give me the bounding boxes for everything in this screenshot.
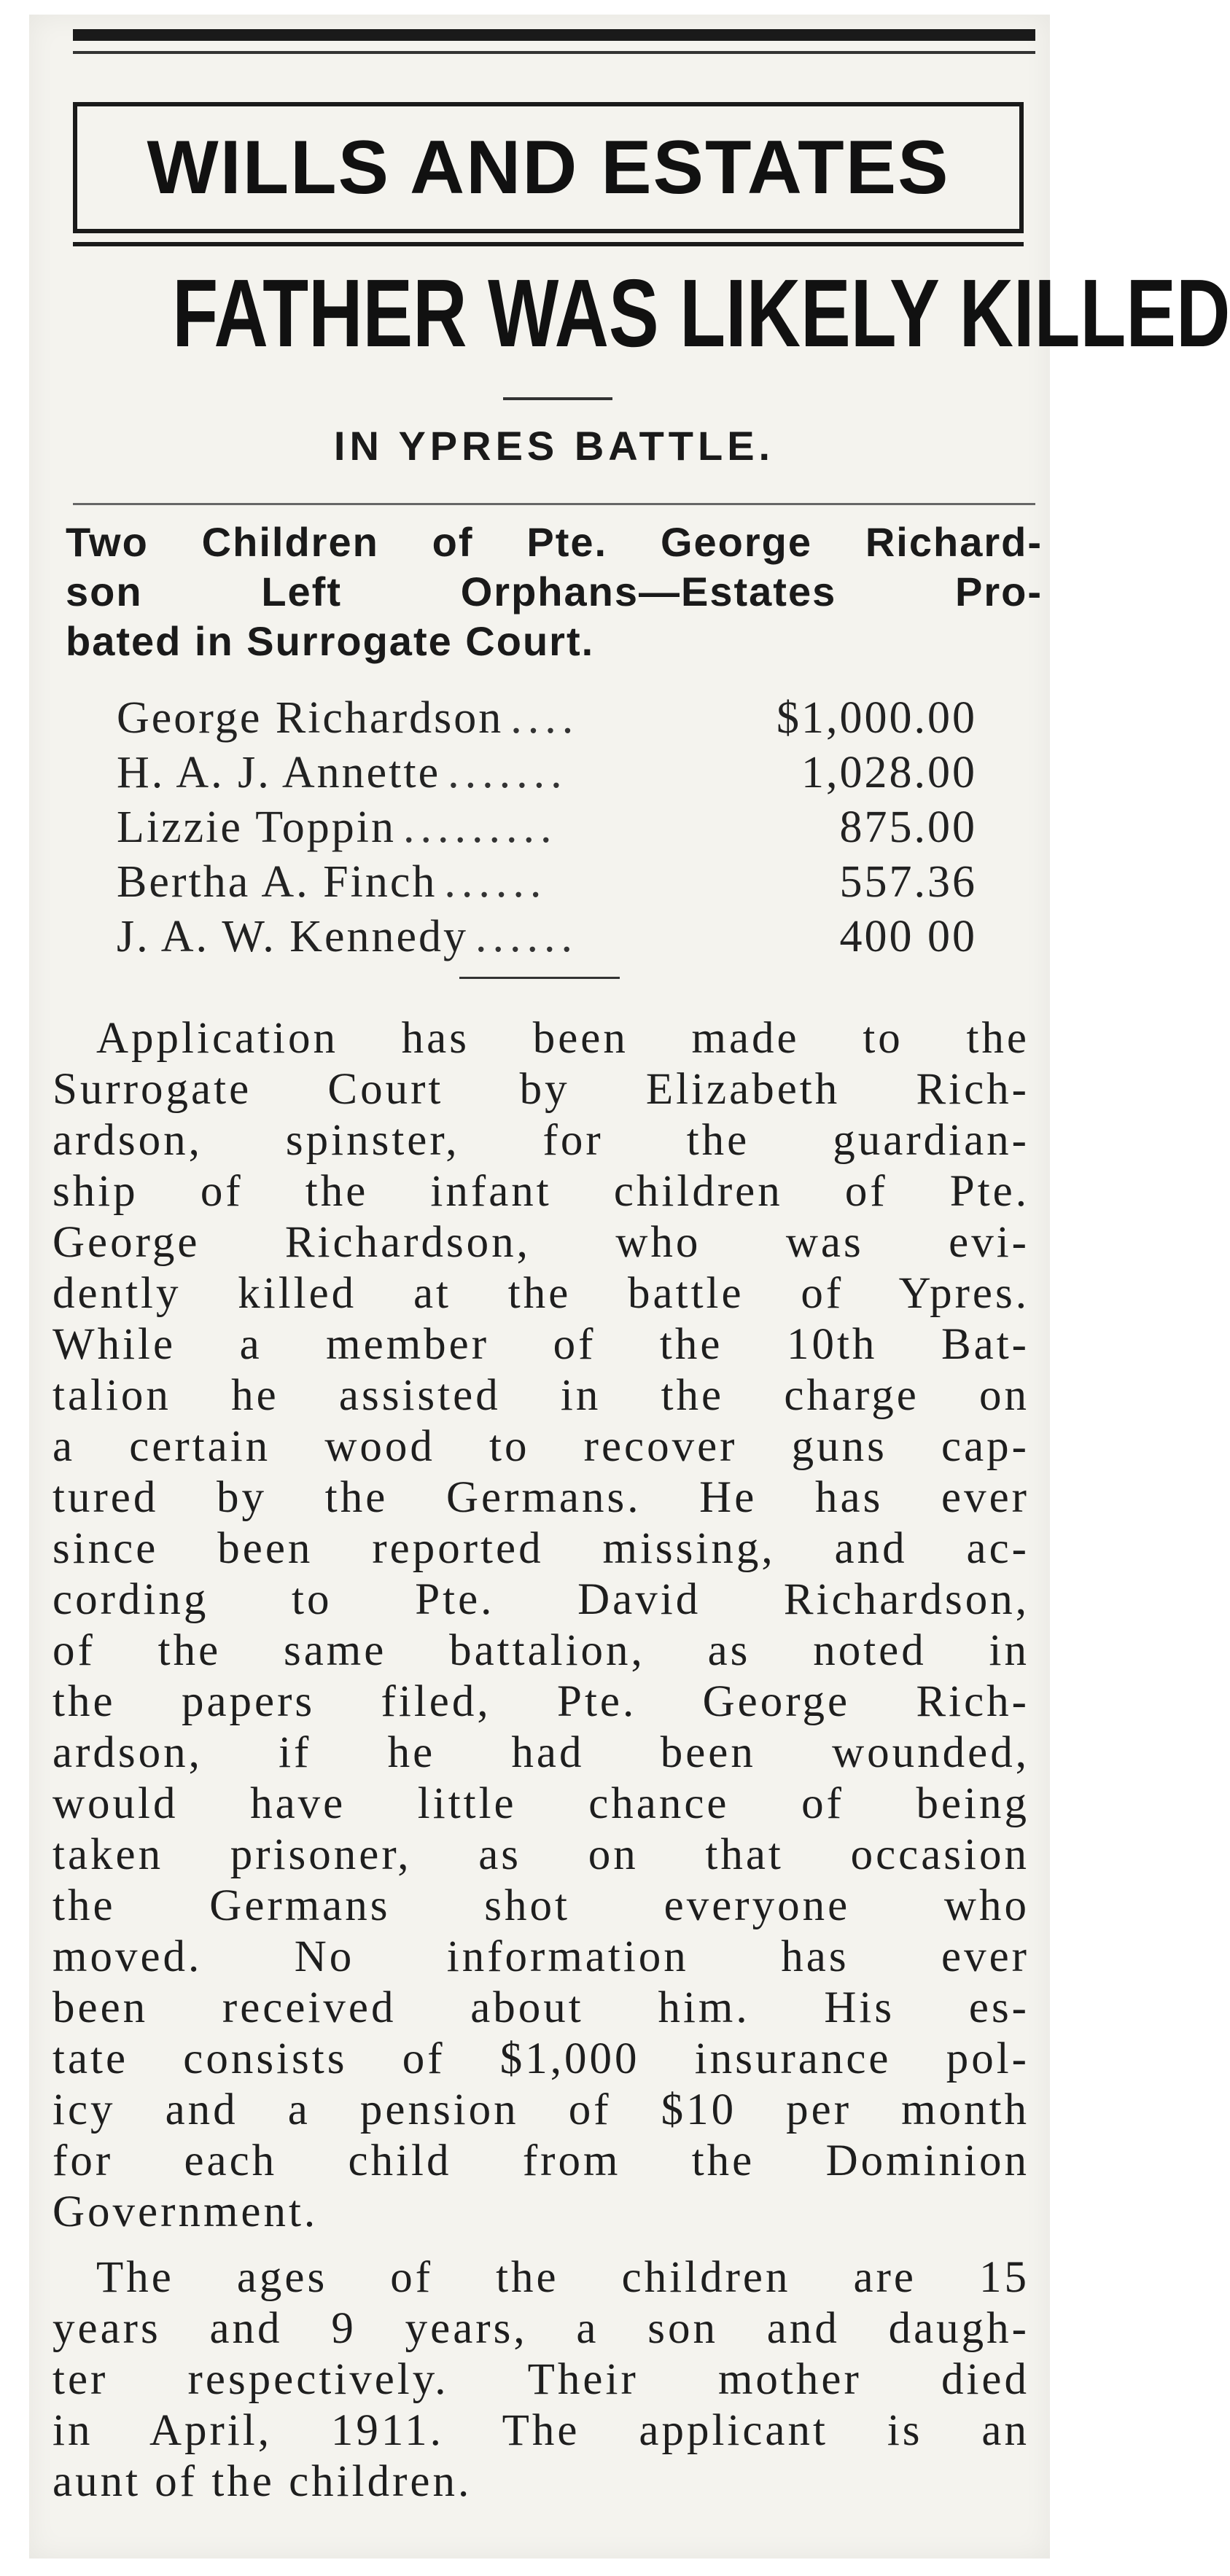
paragraph-line: tate consists of $1,000 insurance pol- <box>52 2034 1029 2083</box>
estate-leader: ...... <box>444 857 548 907</box>
paragraph-line: been received about him. His es- <box>52 1983 1029 2032</box>
estate-leader: ......... <box>403 803 558 852</box>
article-paragraph-2 <box>52 2252 1029 2507</box>
estates-divider <box>459 977 620 979</box>
top-rule-thin <box>73 51 1035 54</box>
estate-name: H. A. J. Annette <box>117 748 441 797</box>
estate-name: Bertha A. Finch <box>117 857 437 907</box>
paragraph-line: dently killed at the battle of Ypres. <box>52 1269 1029 1318</box>
estate-amount: $1,000.00 <box>776 693 977 743</box>
estate-row <box>117 910 977 964</box>
paragraph-line: tured by the Germans. He has ever <box>52 1473 1029 1522</box>
paragraph-line: Government. <box>52 2187 319 2236</box>
deck-line: Two Children of Pte. George Richard- <box>66 519 1043 565</box>
estate-name: George Richardson <box>117 693 504 743</box>
estate-row <box>117 691 977 746</box>
estate-leader: .... <box>510 693 580 743</box>
estate-amount: 557.36 <box>839 857 977 907</box>
paragraph-line: Application has been made to the <box>96 1014 1029 1063</box>
paragraph-line: taken prisoner, as on that occasion <box>52 1830 1029 1879</box>
paragraph-line: the Germans shot everyone who <box>52 1881 1029 1930</box>
estate-row <box>117 746 977 800</box>
estate-name: J. A. W. Kennedy <box>117 912 468 961</box>
paragraph-line: ship of the infant children of Pte. <box>52 1167 1029 1216</box>
column-header: WILLS AND ESTATES <box>147 125 950 210</box>
deck-rule <box>73 503 1035 505</box>
estate-leader: ...... <box>475 912 578 961</box>
header-underline <box>73 242 1024 246</box>
estate-amount: 1,028.00 <box>801 748 977 797</box>
estate-leader: ....... <box>448 748 568 797</box>
paragraph-line: ter respectively. Their mother died <box>52 2355 1029 2404</box>
paragraph-line: The ages of the children are 15 <box>96 2253 1029 2302</box>
paragraph-line: ardson, spinster, for the guardian- <box>52 1116 1029 1165</box>
estate-name: Lizzie Toppin <box>117 803 397 852</box>
paragraph-line: for each child from the Dominion <box>52 2136 1029 2185</box>
paragraph-line: aunt of the children. <box>52 2457 472 2506</box>
headline: FATHER WAS LIKELY KILLED <box>172 259 1230 367</box>
deck <box>66 518 1043 666</box>
paragraph-line: George Richardson, who was evi- <box>52 1218 1029 1267</box>
estates-list <box>117 691 977 964</box>
top-rule <box>73 29 1035 41</box>
paragraph-line: While a member of the 10th Bat- <box>52 1320 1029 1369</box>
paragraph-line: of the same battalion, as noted in <box>52 1626 1029 1675</box>
paragraph-line: moved. No information has ever <box>52 1932 1029 1981</box>
paragraph-line: talion he assisted in the charge on <box>52 1371 1029 1420</box>
article-paragraph-1 <box>52 1013 1029 2238</box>
paragraph-line: in April, 1911. The applicant is an <box>52 2406 1029 2455</box>
paragraph-line: icy and a pension of $10 per month <box>52 2085 1029 2134</box>
estate-amount: 875.00 <box>839 803 977 852</box>
paragraph-line: the papers filed, Pte. George Rich- <box>52 1677 1029 1726</box>
paragraph-line: would have little chance of being <box>52 1779 1029 1828</box>
estate-amount: 400 00 <box>839 912 977 961</box>
subheadline: IN YPRES BATTLE. <box>333 423 775 469</box>
paragraph-line: a certain wood to recover guns cap- <box>52 1422 1029 1471</box>
deck-line: bated in Surrogate Court. <box>66 618 595 664</box>
paragraph-line: since been reported missing, and ac- <box>52 1524 1029 1573</box>
deck-line: son Left Orphans—Estates Pro- <box>66 569 1043 614</box>
paragraph-line: ardson, if he had been wounded, <box>52 1728 1029 1777</box>
paragraph-line: Surrogate Court by Elizabeth Rich- <box>52 1065 1029 1114</box>
column-header-box <box>73 102 1024 233</box>
paragraph-line: cording to Pte. David Richardson, <box>52 1575 1029 1624</box>
estate-row <box>117 855 977 910</box>
headline-divider <box>503 397 612 400</box>
paragraph-line: years and 9 years, a son and daugh- <box>52 2304 1029 2353</box>
estate-row <box>117 800 977 855</box>
